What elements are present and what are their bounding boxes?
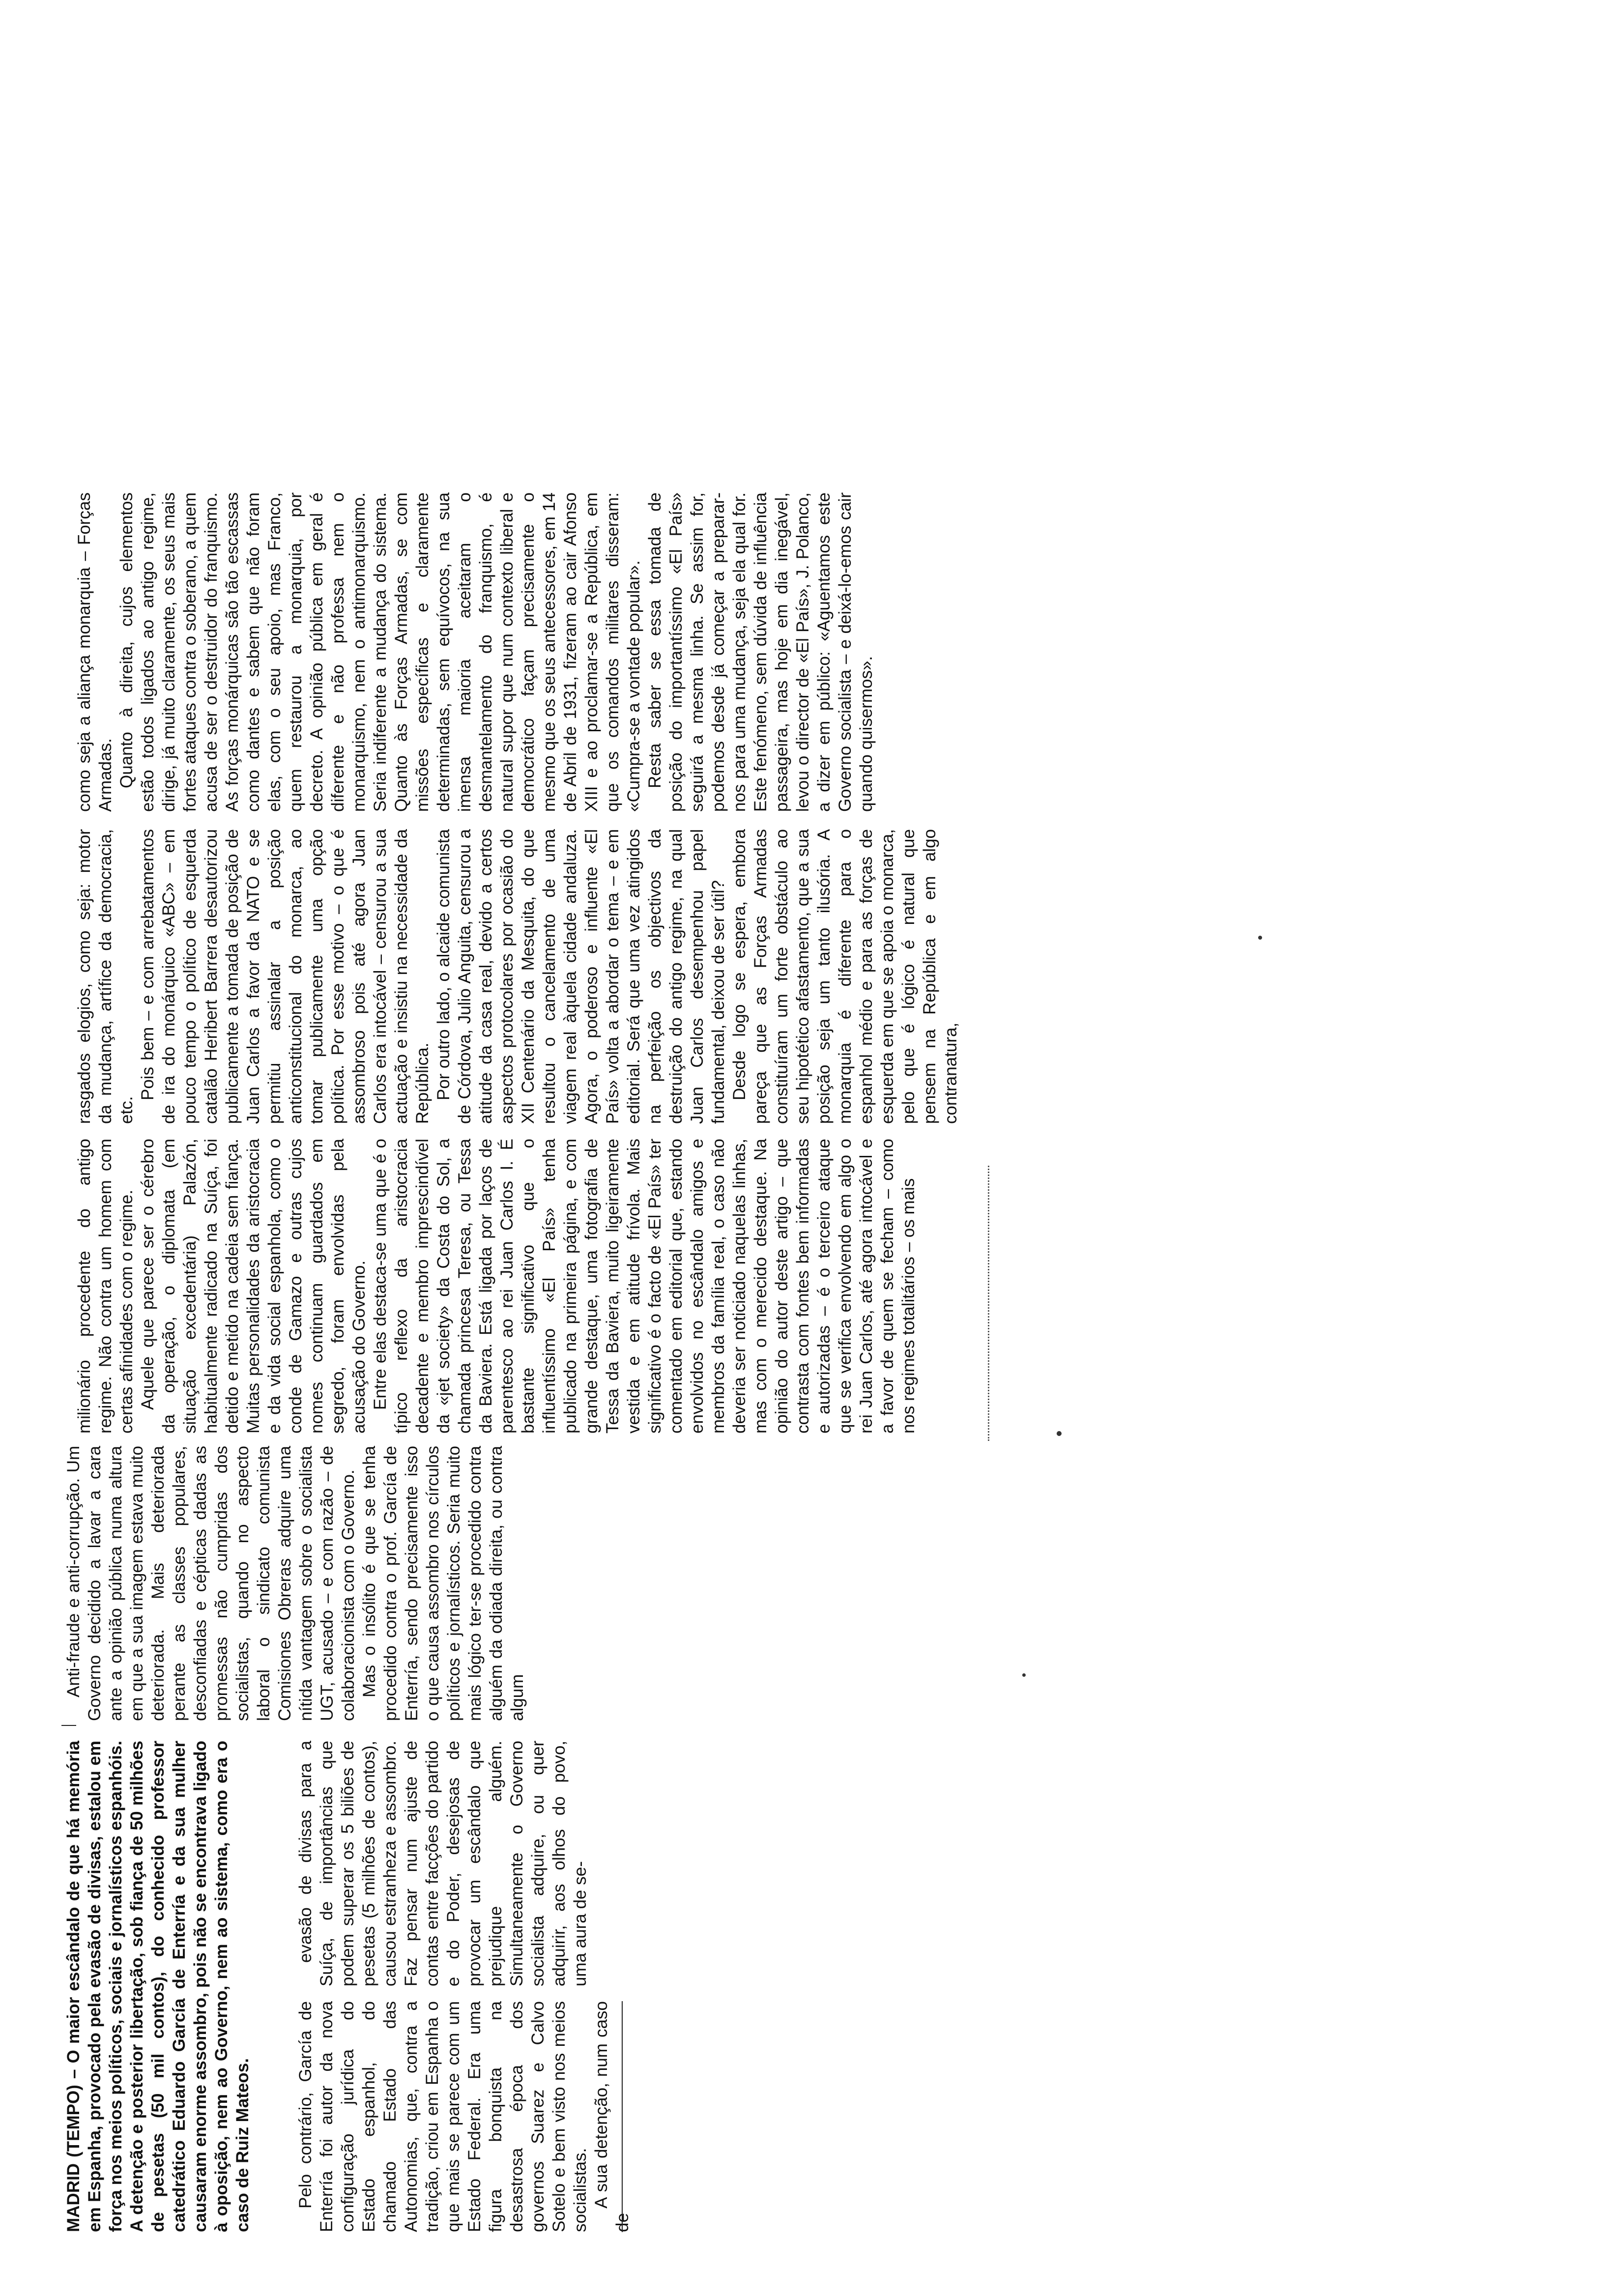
paragraph: rasgados elogios, como seja: motor da mudança, artífice da democracia, etc.	[75, 829, 136, 1124]
column-divider	[622, 2001, 623, 2232]
lead-text: O maior escândalo de que há memória em Espanha, provocado pela evasão de divisas, estalou em força nos meios políticos, sociais e jornalísticos espanhóis. A detenção e posterior libertação, sob fiança de 50 milhões de pesetas (50 mil contos), do conhecido professor catedrático Eduardo García de Enterría e da sua mulher causaram enorme assombro, pois não se encontrava ligado à oposição, nem ao Governo, nem ao sistema, como era o caso de Ruiz Mateos.	[64, 1740, 252, 2232]
paragraph: Aquele que parece ser o cérebro da operação, o diplomata (em situação excedentária) Palazón, habitualmente radicado na Suíça, foi detido e metido na cadeia sem fiança. Muitas personalidades da aristocracia e da vida social espanhola, como o conde de Gamazo e outras cujos nomes continuam guardados em segredo, foram envolvidas pela acusação do Governo.	[138, 1139, 369, 1434]
article-column-4	[74, 829, 961, 1124]
paragraph: evasão de divisas para a Suíça, de importâncias que podem superar os 5 biliões de pesetas (5 milhões de contos), causou estranheza e assombro. Faz pensar num ajuste de contas entre facções do partido e do Poder, desejosas de provocar um escândalo que prejudique alguém. Simultaneamente o Governo socialista adquire, ou quer adquirir, aos olhos do povo, uma aura de se-	[296, 1741, 590, 1986]
scan-noise-line	[988, 1166, 989, 1441]
article-column-3	[74, 1139, 919, 1434]
paragraph: Mas o insólito é que se tenha procedido contra o prof. García de Enterría, sendo precisamente isso o que causa assombro nos círculos políticos e jornalísticos. Seria muito mais lógico ter-se procedido contra alguém da odiada direita, ou contra algum	[360, 1446, 527, 1721]
scan-edge-mark	[61, 1725, 76, 1726]
paragraph: Resta saber se essa tomada de posição do importantíssimo «El País» seguirá a mesma linha. Se assim for, podemos desde já começar a preparar-nos para uma mudança, seja ela qual for. Este fenómeno, sem dúvida de influência passageira, mas hoje em dia inegável, levou o director de «El País», J. Polanco, a dizer em público: «Aguentamos este Governo socialista – e deixá-lo-emos cair quando quisermos».	[645, 492, 876, 812]
article-column-5	[74, 492, 877, 812]
article-column-1b	[295, 2001, 633, 2232]
article-column-1	[63, 1741, 253, 2232]
paragraph: A sua detenção, num caso de	[592, 2001, 632, 2232]
article-lead	[63, 1741, 253, 2232]
paragraph: Desde logo se espera, embora pareça que as Forças Armadas constituíram um forte obstáculo ao seu hipotético afastamento, que a sua posição seja um tanto ilusória. A monarquia é diferente para o espanhol médio e para as forças de esquerda em que se apoia o monarca, pelo que é lógico é natural que pensem na República e em algo contranatura,	[730, 829, 960, 1124]
paragraph: como seja a aliança monarquia – Forças Armadas.	[75, 492, 115, 812]
paragraph: milionário procedente do antigo regime. Não contra um homem com certas afinidades com o regime.	[75, 1139, 136, 1434]
paragraph: Quanto à direita, cujos elementos estão todos ligados ao antigo regime, dirige, já muito claramente, os seus mais fortes ataques contra o soberano, a quem acusa de ser o destruidor do franquismo. As forças monárquicas são tão escassas como dantes e sabem que não foram elas, com o seu apoio, mas Franco, quem restaurou a monarquia, por decreto. A opinião pública em geral é diferente e não professa nem o monarquismo, nem o antimonarquismo. Seria indiferente a mudança do sistema. Quanto às Forças Armadas, se com missões específicas e claramente determinadas, sem equívocos, na sua imensa maioria aceitaram o desmantelamento do franquismo, é natural supor que num contexto liberal e democrático façam precisamente o mesmo que os seus antecessores, em 14 de Abril de 1931, fizeram ao cair Afonso XIII e ao proclamar-se a República, em que os comandos militares disseram: «Cumpra-se a vontade popular».	[117, 492, 643, 812]
dateline: MADRID (TEMPO) –	[64, 2069, 83, 2232]
article-column-2	[63, 1446, 528, 1721]
article-column-2a	[295, 1741, 591, 1986]
paragraph: Pois bem – e com arrebatamentos de ira do monárquico «ABC» – em pouco tempo o político de esquerda catalão Heribert Barrera desautorizou publicamente a tomada de posição de Juan Carlos a favor da NATO e se permitiu assinalar a posição anticonstitucional do monarca, ao tomar publicamente uma opção política. Por esse motivo – o que é assombroso pois até agora Juan Carlos era intocável – censurou a sua actuação e insistiu na necessidade da República.	[138, 829, 432, 1124]
paragraph: Pelo contrário, García de Enterría foi autor da nova configuração jurídica do Estado espanhol, do chamado Estado das Autonomias, que, contra a tradição, criou em Espanha o que mais se parece com um Estado Federal. Era uma figura bonquista na desastrosa época dos governos Suarez e Calvo Sotelo e bem visto nos meios socialistas.	[296, 2001, 590, 2232]
paragraph: Por outro lado, o alcaide comunista de Córdova, Julio Anguita, censurou a atitude da casa real, devido a certos aspectos protocolares por ocasião do XII Centenário da Mesquita, do que resultou o cancelamento de uma viagem real àquela cidade andaluza. Agora, o poderoso e influente «El País» volta a abordar o tema – e em editorial. Será que uma vez atingidos na perfeição os objectivos da destruição do antigo regime, na qual Juan Carlos desempenhou papel fundamental, deixou de ser útil?	[434, 829, 728, 1124]
scan-speck	[1022, 1673, 1026, 1677]
paragraph: Entre elas destaca-se uma que é o típico reflexo da aristocracia decadente e membro imprescindível da «jet society» da Costa do Sol, a chamada princesa Teresa, ou Tessa da Baviera. Está ligada por laços de parentesco ao rei Juan Carlos I. É bastante significativo que o influentíssimo «El País» tenha publicado na primeira página, e com grande destaque, uma fotografia de Tessa da Baviera, muito ligeiramente vestida e em atitude frívola. Mais significativo é o facto de «El País» ter comentado em editorial que, estando envolvidos no escândalo amigos e membros da família real, o caso não deveria ser noticiado naquelas linhas, mas com o merecido destaque. Na opinião do autor deste artigo – que contrasta com fontes bem informadas e autorizadas – é o terceiro ataque que se verifica envolvendo em algo o rei Juan Carlos, até agora intocável e a favor de quem se fecham – como nos regimes totalitários – os mais	[371, 1139, 918, 1434]
paragraph: Anti-fraude e anti-corrupção. Um Governo decidido a lavar a cara ante a opinião pública numa altura em que a sua imagem estava muito deteriorada. Mais deteriorada perante as classes populares, desconfiadas e cépticas dadas as promessas não cumpridas dos socialistas, quando no aspecto laboral o sindicato comunista Comisiones Obreras adquire uma nítida vantagem sobre o socialista UGT, acusado – e com razão – de colaboracionista com o Governo.	[64, 1446, 358, 1721]
scan-speck	[1057, 1431, 1062, 1436]
scan-speck	[1258, 936, 1262, 940]
